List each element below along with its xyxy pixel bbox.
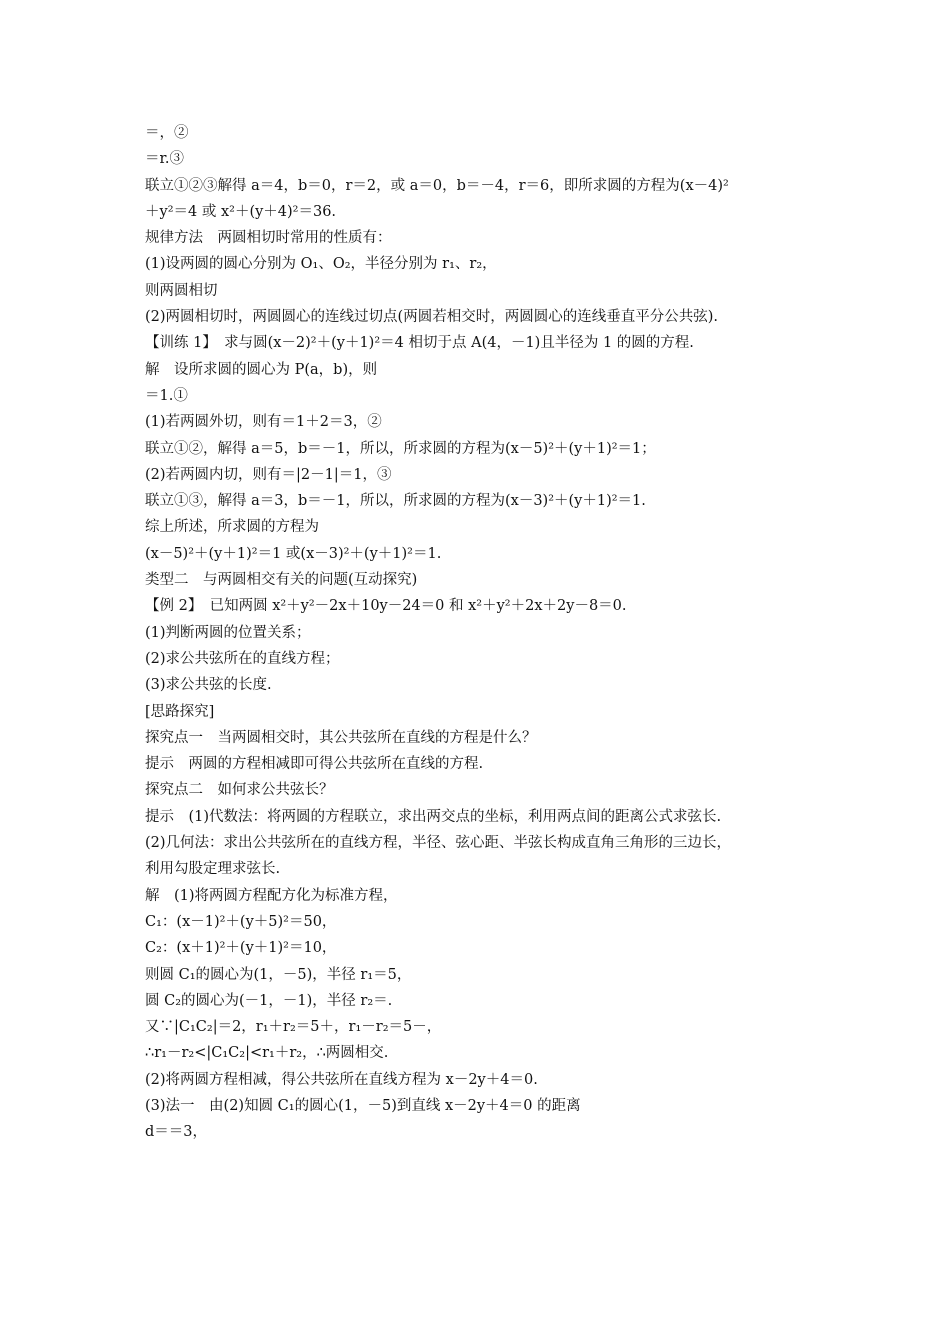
text-line: 综上所述，所求圆的方程为 [145, 519, 319, 536]
text-line: (2)将两圆方程相减，得公共弦所在直线方程为 x－2y＋4＝0. [145, 1071, 538, 1088]
text-line: ＝r.③ [145, 151, 184, 168]
text-line: 则圆 C₁的圆心为(1，－5)，半径 r₁＝5， [145, 966, 412, 983]
text-line: ∴r₁－r₂<|C₁C₂|<r₁＋r₂，∴两圆相交. [145, 1045, 389, 1062]
text-line: 探究点一 当两圆相交时，其公共弦所在直线的方程是什么？ [145, 729, 537, 746]
text-line: 联立①②③解得 a＝4，b＝0，r＝2，或 a＝0，b＝－4，r＝6，即所求圆的方程为(x－4)² [145, 177, 729, 194]
text-line: (1)若两圆外切，则有＝1＋2＝3，② [145, 414, 382, 431]
text-line: (2)若两圆内切，则有＝|2－1|＝1，③ [145, 466, 392, 483]
section-heading-rule: 规律方法 两圆相切时常用的性质有： [145, 230, 392, 247]
text-line: C₁：(x－1)²＋(y＋5)²＝50， [145, 913, 337, 930]
text-line: 则两圆相切 [145, 282, 218, 299]
text-line: 利用勾股定理求弦长. [145, 861, 281, 878]
text-line: (x－5)²＋(y＋1)²＝1 或(x－3)²＋(y＋1)²＝1. [145, 545, 442, 562]
exercise-heading: 【训练 1】 求与圆(x－2)²＋(y＋1)²＝4 相切于点 A(4，－1)且半径为 1 的圆的方程. [145, 335, 694, 352]
section-heading-type: 类型二 与两圆相交有关的问题(互动探究) [145, 572, 418, 589]
document-body [145, 120, 845, 1146]
text-line: 圆 C₂的圆心为(－1，－1)，半径 r₂＝. [145, 992, 393, 1009]
text-line: (3)法一 由(2)知圆 C₁的圆心(1，－5)到直线 x－2y＋4＝0 的距离 [145, 1097, 581, 1114]
text-line: 又∵|C₁C₂|＝2，r₁＋r₂＝5＋，r₁－r₂＝5－， [145, 1019, 442, 1036]
text-line: 提示 两圆的方程相减即可得公共弦所在直线的方程. [145, 756, 484, 773]
text-line: (2)两圆相切时，两圆圆心的连线过切点(两圆若相交时，两圆圆心的连线垂直平分公共弦). [145, 309, 718, 326]
text-line: 解 设所求圆的圆心为 P(a，b)，则 [145, 361, 378, 378]
text-line: ＝，② [145, 125, 189, 141]
text-line: (1)设两圆的圆心分别为 O₁、O₂，半径分别为 r₁、r₂， [145, 256, 497, 273]
text-line: ＝1.① [145, 387, 188, 404]
text-line: 探究点二 如何求公共弦长？ [145, 782, 334, 799]
text-line: C₂：(x＋1)²＋(y＋1)²＝10， [145, 940, 337, 957]
text-line: (2)几何法：求出公共弦所在的直线方程，半径、弦心距、半弦长构成直角三角形的三边长， [145, 835, 732, 852]
text-line: (3)求公共弦的长度. [145, 677, 272, 694]
text-line: [思路探究] [145, 703, 215, 720]
example-heading: 【例 2】 已知两圆 x²＋y²－2x＋10y－24＝0 和 x²＋y²＋2x＋2y－8＝0. [145, 598, 627, 615]
text-line: 解 (1)将两圆方程配方化为标准方程， [145, 887, 398, 904]
text-line: 联立①②，解得 a＝5，b＝－1，所以，所求圆的方程为(x－5)²＋(y＋1)²＝1； [145, 440, 656, 457]
text-line: 提示 (1)代数法：将两圆的方程联立，求出两交点的坐标，利用两点间的距离公式求弦长. [145, 808, 722, 825]
text-line: 联立①③，解得 a＝3，b＝－1，所以，所求圆的方程为(x－3)²＋(y＋1)²＝1. [145, 493, 646, 510]
text-line: (1)判断两圆的位置关系； [145, 624, 311, 641]
text-line: ＋y²＝4 或 x²＋(y＋4)²＝36. [145, 203, 337, 220]
text-line: d＝＝3， [145, 1124, 208, 1141]
text-line: (2)求公共弦所在的直线方程； [145, 650, 340, 667]
